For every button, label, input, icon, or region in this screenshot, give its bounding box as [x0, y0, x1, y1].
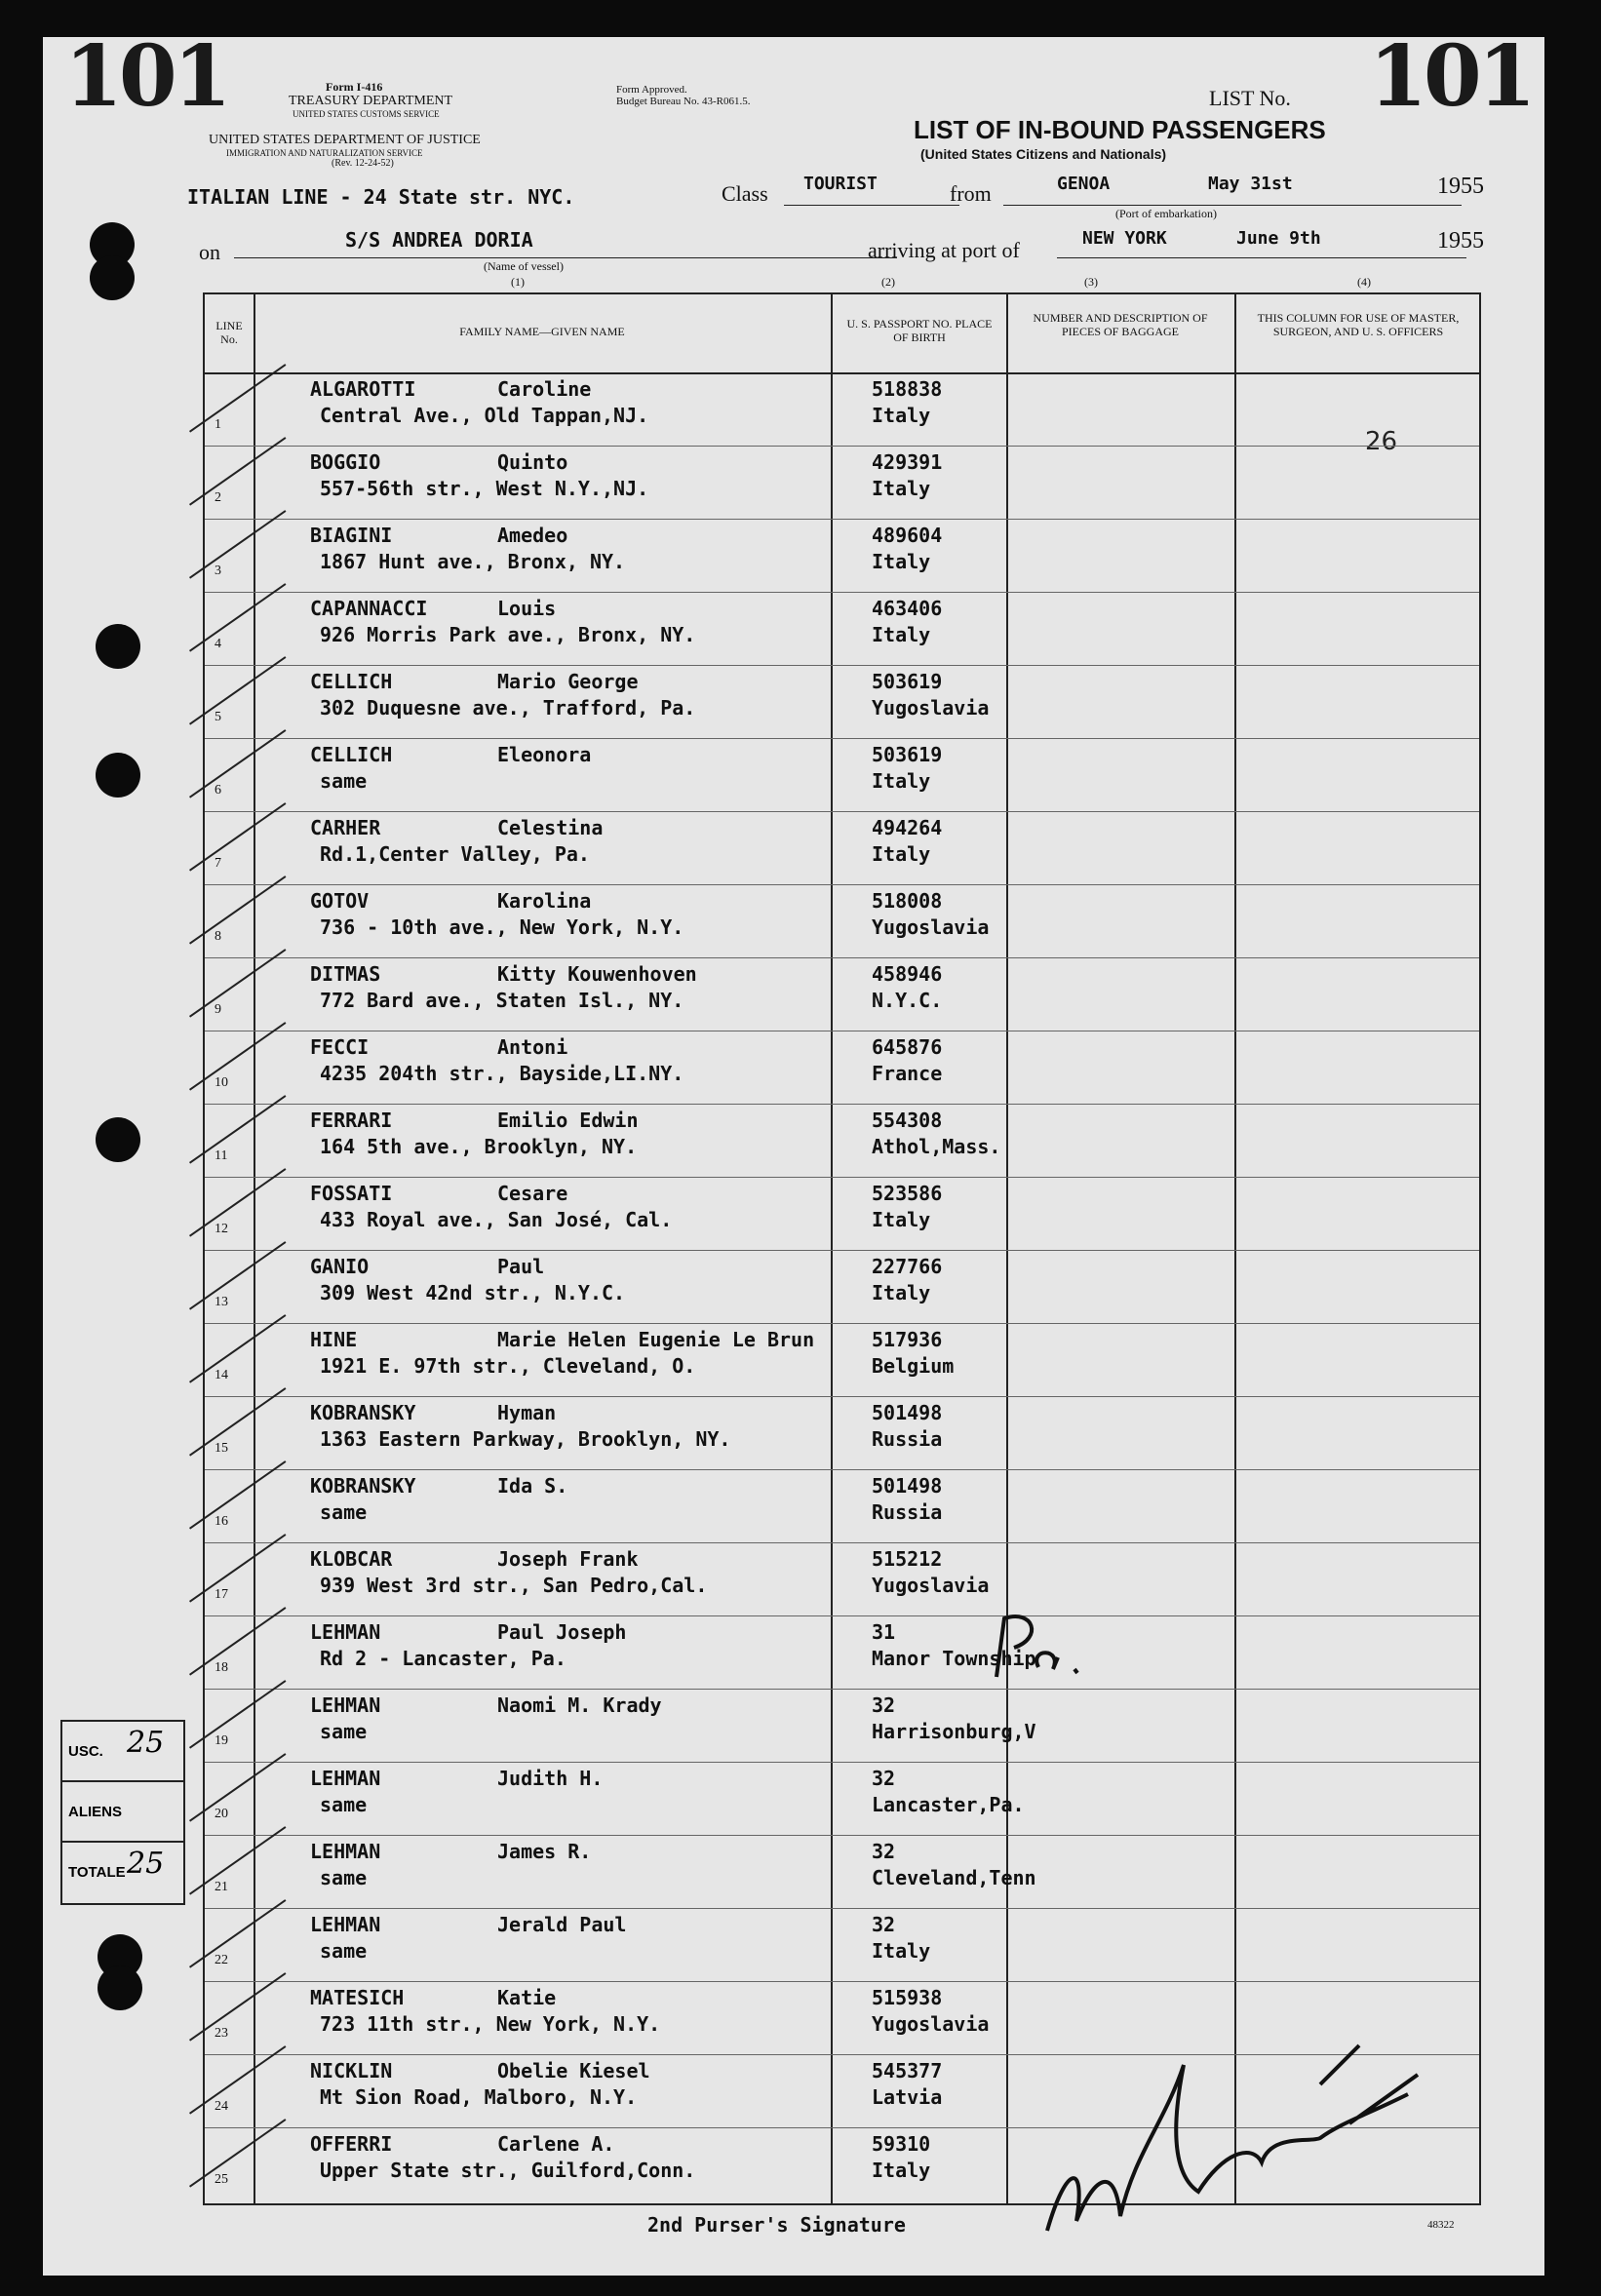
- place-of-birth: Italy: [872, 842, 931, 866]
- passport-number: 32: [872, 1693, 896, 1717]
- family-name: NICKLIN: [310, 2059, 393, 2082]
- table-row: [205, 884, 1479, 957]
- vessel-name: S/S ANDREA DORIA: [345, 228, 533, 252]
- line-number: 4: [215, 637, 221, 651]
- line-number: 25: [215, 2172, 228, 2187]
- check-mark: [189, 1168, 286, 1236]
- given-name: Quinto: [497, 450, 568, 474]
- budget-no: Budget Bureau No. 43-R061.5.: [616, 96, 751, 107]
- family-name: MATESICH: [310, 1986, 405, 2009]
- family-name: KOBRANSKY: [310, 1401, 416, 1424]
- given-name: Caroline: [497, 377, 592, 401]
- given-name: Ida S.: [497, 1474, 568, 1498]
- place-of-birth: Italy: [872, 623, 931, 646]
- passenger-table: [203, 292, 1481, 2205]
- passport-number: 545377: [872, 2059, 943, 2082]
- class-label: Class: [722, 181, 768, 206]
- passport-number: 227766: [872, 1255, 943, 1278]
- form-id: Form I-416: [326, 80, 383, 94]
- family-name: FERRARI: [310, 1109, 393, 1132]
- given-name: Antoni: [497, 1035, 568, 1059]
- arrival-date: June 9th: [1236, 228, 1321, 249]
- given-name: Jerald Paul: [497, 1913, 627, 1936]
- table-row: [205, 519, 1479, 592]
- check-mark: [189, 1607, 286, 1675]
- total-tally-box: [60, 1841, 185, 1905]
- family-name: CELLICH: [310, 743, 393, 766]
- place-of-birth: France: [872, 1062, 943, 1085]
- address: 1867 Hunt ave., Bronx, NY.: [320, 550, 626, 573]
- line-number: 21: [215, 1880, 228, 1894]
- check-mark: [189, 802, 286, 871]
- total-value: 25: [127, 1847, 165, 1881]
- passport-header: U. S. PASSPORT NO. PLACE OF BIRTH: [846, 317, 993, 344]
- line-number: 16: [215, 1514, 228, 1529]
- family-name: CAPANNACCI: [310, 597, 428, 620]
- check-mark: [189, 1972, 286, 2041]
- passport-number: 489604: [872, 524, 943, 547]
- table-row: [205, 1104, 1479, 1177]
- given-name: Hyman: [497, 1401, 557, 1424]
- table-row: [205, 1908, 1479, 1981]
- address: same: [320, 1500, 368, 1524]
- family-name: LEHMAN: [310, 1913, 381, 1936]
- given-name: Obelie Kiesel: [497, 2059, 650, 2082]
- line-number: 1: [215, 417, 221, 432]
- place-of-birth: Italy: [872, 404, 931, 427]
- address: 1363 Eastern Parkway, Brooklyn, NY.: [320, 1427, 731, 1451]
- col2-marker: (2): [881, 275, 895, 289]
- line-number: 17: [215, 1587, 228, 1602]
- given-name: Amedeo: [497, 524, 568, 547]
- place-of-birth: Athol,Mass.: [872, 1135, 1001, 1158]
- embarkation-date: May 31st: [1208, 174, 1293, 194]
- line-number: 2: [215, 490, 221, 505]
- place-of-birth: Italy: [872, 1939, 931, 1963]
- family-name: LEHMAN: [310, 1620, 381, 1644]
- address: 557-56th str., West N.Y.,NJ.: [320, 477, 649, 500]
- table-row: [205, 446, 1479, 519]
- table-row: [205, 1762, 1479, 1835]
- passport-number: 31: [872, 1620, 896, 1644]
- place-of-birth: Yugoslavia: [872, 2012, 990, 2036]
- passport-number: 501498: [872, 1474, 943, 1498]
- punch-hole: [98, 1965, 142, 2010]
- passport-number: 463406: [872, 597, 943, 620]
- passport-number: 503619: [872, 743, 943, 766]
- usc-tally-box: [60, 1720, 185, 1784]
- line-number: 6: [215, 783, 221, 798]
- table-row: [205, 1250, 1479, 1323]
- arrival-year: 1955: [1437, 228, 1484, 253]
- handwritten-mark: [985, 1609, 1092, 1687]
- check-mark: [189, 1534, 286, 1602]
- form-approved: Form Approved.: [616, 84, 687, 96]
- vessel-caption: (Name of vessel): [484, 259, 564, 273]
- table-row: [205, 957, 1479, 1031]
- col3-marker: (3): [1084, 275, 1098, 289]
- usc-value: 25: [127, 1726, 165, 1760]
- list-no-label: LIST No.: [1209, 86, 1291, 110]
- passport-number: 32: [872, 1913, 896, 1936]
- given-name: Judith H.: [497, 1767, 604, 1790]
- ins-label: IMMIGRATION AND NATURALIZATION SERVICE: [226, 148, 423, 158]
- line-number: 20: [215, 1807, 228, 1821]
- line-number: 14: [215, 1368, 228, 1382]
- given-name: Cesare: [497, 1182, 568, 1205]
- document-title: LIST OF IN-BOUND PASSENGERS: [914, 115, 1326, 144]
- line-number: 19: [215, 1733, 228, 1748]
- table-row: [205, 738, 1479, 811]
- family-name: GOTOV: [310, 889, 370, 913]
- place-of-birth: Russia: [872, 1500, 943, 1524]
- passport-number: 554308: [872, 1109, 943, 1132]
- check-mark: [189, 1022, 286, 1090]
- address: 1921 E. 97th str., Cleveland, O.: [320, 1354, 696, 1378]
- given-name: Celestina: [497, 816, 604, 839]
- address: Central Ave., Old Tappan,NJ.: [320, 404, 649, 427]
- given-name: Naomi M. Krady: [497, 1693, 662, 1717]
- check-mark: [189, 364, 286, 432]
- passport-number: 59310: [872, 2132, 931, 2156]
- passport-number: 518008: [872, 889, 943, 913]
- name-header: FAMILY NAME—GIVEN NAME: [459, 325, 625, 338]
- check-mark: [189, 876, 286, 944]
- col1-marker: (1): [511, 275, 525, 289]
- line-number: 8: [215, 929, 221, 944]
- aliens-label: ALIENS: [68, 1804, 123, 1820]
- officer-signature: [1028, 2006, 1437, 2260]
- family-name: OFFERRI: [310, 2132, 393, 2156]
- address: 4235 204th str., Bayside,LI.NY.: [320, 1062, 684, 1085]
- family-name: LEHMAN: [310, 1693, 381, 1717]
- check-mark: [189, 1826, 286, 1894]
- manifest-page: [43, 27, 1544, 2276]
- place-of-birth: Italy: [872, 550, 931, 573]
- line-number: 10: [215, 1075, 228, 1090]
- officer-note: 26: [1365, 427, 1398, 456]
- passport-number: 32: [872, 1840, 896, 1863]
- on-label: on: [199, 240, 220, 264]
- punch-hole: [90, 255, 135, 300]
- address: 772 Bard ave., Staten Isl., NY.: [320, 989, 684, 1012]
- family-name: LEHMAN: [310, 1840, 381, 1863]
- line-no-header: LINE No.: [215, 319, 243, 346]
- table-row: [205, 1835, 1479, 1908]
- address: same: [320, 769, 368, 793]
- line-number: 13: [215, 1295, 228, 1309]
- check-mark: [189, 1680, 286, 1748]
- table-row: [205, 1396, 1479, 1469]
- table-row: [205, 1031, 1479, 1104]
- line-number: 15: [215, 1441, 228, 1456]
- document-subtitle: (United States Citizens and Nationals): [920, 146, 1167, 162]
- given-name: Mario George: [497, 670, 639, 693]
- passport-number: 518838: [872, 377, 943, 401]
- line-number: 3: [215, 564, 221, 578]
- check-mark: [189, 656, 286, 724]
- check-mark: [189, 510, 286, 578]
- treasury-label: TREASURY DEPARTMENT: [289, 94, 453, 108]
- family-name: ALGAROTTI: [310, 377, 416, 401]
- family-name: CELLICH: [310, 670, 393, 693]
- line-number: 24: [215, 2099, 228, 2114]
- address: same: [320, 1720, 368, 1743]
- check-mark: [189, 729, 286, 798]
- address: Rd 2 - Lancaster, Pa.: [320, 1647, 566, 1670]
- address: Upper State str., Guilford,Conn.: [320, 2159, 696, 2182]
- check-mark: [189, 1387, 286, 1456]
- given-name: James R.: [497, 1840, 592, 1863]
- given-name: Carlene A.: [497, 2132, 615, 2156]
- check-mark: [189, 949, 286, 1017]
- address: 164 5th ave., Brooklyn, NY.: [320, 1135, 638, 1158]
- family-name: CARHER: [310, 816, 381, 839]
- arriving-label: arriving at port of: [868, 238, 1020, 262]
- table-row: [205, 372, 1479, 446]
- col4-marker: (4): [1357, 275, 1371, 289]
- place-of-birth: Italy: [872, 1208, 931, 1231]
- check-mark: [189, 437, 286, 505]
- table-row: [205, 1469, 1479, 1542]
- table-row: [205, 1323, 1479, 1396]
- place-of-birth: Harrisonburg,V: [872, 1720, 1036, 1743]
- punch-hole: [96, 624, 140, 669]
- given-name: Paul Joseph: [497, 1620, 627, 1644]
- check-mark: [189, 1899, 286, 1967]
- place-of-birth: N.Y.C.: [872, 989, 943, 1012]
- passport-number: 32: [872, 1767, 896, 1790]
- family-name: LEHMAN: [310, 1767, 381, 1790]
- table-row: [205, 1542, 1479, 1615]
- address: 723 11th str., New York, N.Y.: [320, 2012, 661, 2036]
- aliens-tally-box: [60, 1780, 185, 1845]
- line-number: 12: [215, 1222, 228, 1236]
- given-name: Emilio Edwin: [497, 1109, 639, 1132]
- port-caption: (Port of embarkation): [1115, 207, 1217, 220]
- passport-number: 645876: [872, 1035, 943, 1059]
- place-of-birth: Italy: [872, 477, 931, 500]
- check-mark: [189, 2045, 286, 2114]
- passport-number: 523586: [872, 1182, 943, 1205]
- check-mark: [189, 1460, 286, 1529]
- address: 433 Royal ave., San José, Cal.: [320, 1208, 673, 1231]
- place-of-birth: Latvia: [872, 2085, 943, 2109]
- place-of-birth: Italy: [872, 769, 931, 793]
- purser-signature-line: 2nd Purser's Signature: [647, 2213, 906, 2237]
- check-mark: [189, 2119, 286, 2187]
- place-of-birth: Manor Township: [872, 1647, 1036, 1670]
- address: same: [320, 1793, 368, 1816]
- passport-number: 458946: [872, 962, 943, 986]
- family-name: GANIO: [310, 1255, 370, 1278]
- given-name: Eleonora: [497, 743, 592, 766]
- place-of-birth: Belgium: [872, 1354, 955, 1378]
- class-value: TOURIST: [803, 174, 878, 194]
- officers-header: THIS COLUMN FOR USE OF MASTER, SURGEON, AND U. S. OFFICERS: [1257, 311, 1460, 338]
- place-of-birth: Yugoslavia: [872, 1574, 990, 1597]
- passport-number: 494264: [872, 816, 943, 839]
- baggage-header: NUMBER AND DESCRIPTION OF PIECES OF BAGGAGE: [1033, 311, 1208, 338]
- family-name: FOSSATI: [310, 1182, 393, 1205]
- passport-number: 515938: [872, 1986, 943, 2009]
- list-number-left: 101: [64, 27, 228, 126]
- arrival-port: NEW YORK: [1082, 228, 1167, 249]
- customs-label: UNITED STATES CUSTOMS SERVICE: [293, 109, 440, 119]
- place-of-birth: Cleveland,Tenn: [872, 1866, 1036, 1889]
- port-of-embarkation: GENOA: [1057, 174, 1111, 194]
- given-name: Katie: [497, 1986, 557, 2009]
- check-mark: [189, 583, 286, 651]
- punch-hole: [96, 753, 140, 798]
- check-mark: [189, 1241, 286, 1309]
- family-name: HINE: [310, 1328, 358, 1351]
- check-mark: [189, 1314, 286, 1382]
- line-number: 22: [215, 1953, 228, 1967]
- family-name: FECCI: [310, 1035, 370, 1059]
- line-number: 11: [215, 1148, 228, 1163]
- line-number: 18: [215, 1660, 228, 1675]
- given-name: Karolina: [497, 889, 592, 913]
- table-row: [205, 1177, 1479, 1250]
- given-name: Louis: [497, 597, 557, 620]
- line-number: 5: [215, 710, 221, 724]
- passport-number: 517936: [872, 1328, 943, 1351]
- table-row: [205, 665, 1479, 738]
- place-of-birth: Italy: [872, 1281, 931, 1304]
- family-name: BIAGINI: [310, 524, 393, 547]
- table-row: [205, 592, 1479, 665]
- passport-number: 501498: [872, 1401, 943, 1424]
- given-name: Joseph Frank: [497, 1547, 639, 1571]
- place-of-birth: Yugoslavia: [872, 696, 990, 720]
- address: same: [320, 1866, 368, 1889]
- usc-label: USC.: [68, 1743, 103, 1760]
- passport-number: 515212: [872, 1547, 943, 1571]
- place-of-birth: Lancaster,Pa.: [872, 1793, 1025, 1816]
- family-name: BOGGIO: [310, 450, 381, 474]
- address: 736 - 10th ave., New York, N.Y.: [320, 915, 684, 939]
- embarkation-year: 1955: [1437, 174, 1484, 199]
- rev-label: (Rev. 12-24-52): [332, 158, 394, 169]
- family-name: DITMAS: [310, 962, 381, 986]
- passport-number: 503619: [872, 670, 943, 693]
- place-of-birth: Italy: [872, 2159, 931, 2182]
- given-name: Paul: [497, 1255, 545, 1278]
- from-label: from: [950, 181, 992, 206]
- table-row: [205, 1615, 1479, 1689]
- steamship-line: ITALIAN LINE - 24 State str. NYC.: [187, 185, 575, 209]
- line-number: 23: [215, 2026, 228, 2041]
- table-row: [205, 811, 1479, 884]
- address: Mt Sion Road, Malboro, N.Y.: [320, 2085, 638, 2109]
- table-row: [205, 1689, 1479, 1762]
- check-mark: [189, 1095, 286, 1163]
- given-name: Kitty Kouwenhoven: [497, 962, 697, 986]
- passport-number: 429391: [872, 450, 943, 474]
- total-label: TOTALE: [68, 1864, 126, 1881]
- form-code: 48322: [1427, 2219, 1455, 2231]
- place-of-birth: Yugoslavia: [872, 915, 990, 939]
- list-number-right: 101: [1369, 27, 1533, 126]
- address: 309 West 42nd str., N.Y.C.: [320, 1281, 626, 1304]
- address: 939 West 3rd str., San Pedro,Cal.: [320, 1574, 708, 1597]
- address: same: [320, 1939, 368, 1963]
- justice-label: UNITED STATES DEPARTMENT OF JUSTICE: [209, 133, 481, 147]
- line-number: 9: [215, 1002, 221, 1017]
- address: 302 Duquesne ave., Trafford, Pa.: [320, 696, 696, 720]
- address: 926 Morris Park ave., Bronx, NY.: [320, 623, 696, 646]
- check-mark: [189, 1753, 286, 1821]
- line-number: 7: [215, 856, 221, 871]
- place-of-birth: Russia: [872, 1427, 943, 1451]
- family-name: KOBRANSKY: [310, 1474, 416, 1498]
- punch-hole: [96, 1117, 140, 1162]
- given-name: Marie Helen Eugenie Le Brun: [497, 1328, 815, 1351]
- address: Rd.1,Center Valley, Pa.: [320, 842, 590, 866]
- family-name: KLOBCAR: [310, 1547, 393, 1571]
